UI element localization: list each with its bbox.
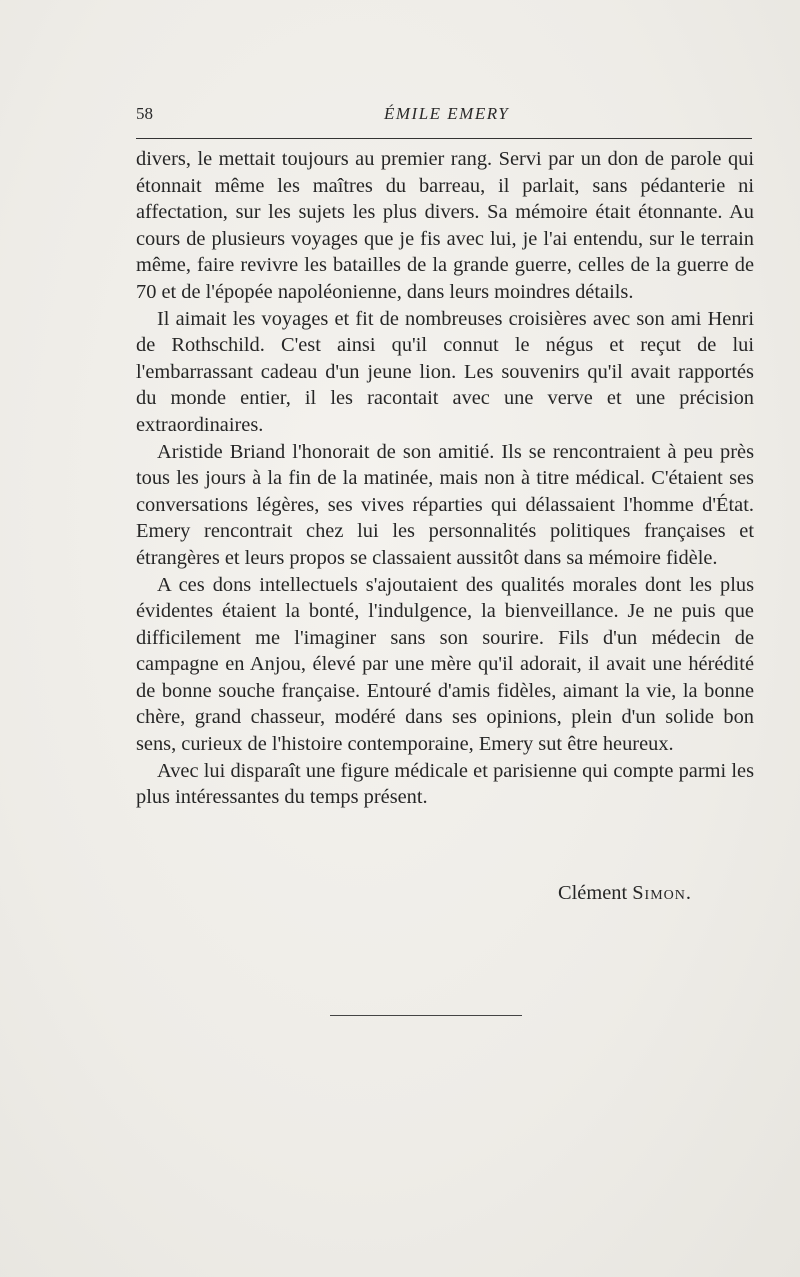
paragraph-1: divers, le mettait toujours au premier rang. Servi par un don de parole qui étonnait même les maîtres du barreau, il parlait, sans pédanterie ni affectation, sur les sujets les plus divers. Sa mémoire était étonnante. Au cours de plusieurs voyages que je fis avec lui, je l'ai entendu, sur le terrain même, faire revivre les batailles de la grande guerre, celles de la guerre de 70 et de l'épopée napoléonienne, dans leurs moindres détails. bbox=[136, 148, 754, 303]
running-head-title: ÉMILE EMERY bbox=[384, 104, 510, 123]
end-divider bbox=[330, 1015, 522, 1016]
paragraph-3: Aristide Briand l'honorait de son amitié. Ils se rencontraient à peu près tous les jours à la fin de la matinée, mais non à titre médical. C'étaient ses conversations légères, ses vives réparties qui délassaient l'homme d'État. Emery rencontrait chez lui les personnalités politiques françaises et étrangères et leurs propos se classaient aussitôt dans sa mémoire fidèle. bbox=[136, 440, 754, 569]
author-signature bbox=[558, 882, 692, 905]
paragraph-2: Il aimait les voyages et fit de nombreuses croisières avec son ami Henri de Rothschild. C'est ainsi qu'il connut le négus et reçut de lui l'embarrassant cadeau d'un jeune lion. Les souvenirs qu'il avait rapportés du monde entier, il les racontait avec une verve et une précision extraordinaires. bbox=[136, 307, 754, 436]
paragraph-4: A ces dons intellectuels s'ajoutaient des qualités morales dont les plus évidentes étaient la bonté, l'indulgence, la bienveillance. Je ne puis que difficilement me l'imaginer sans son sourire. Fils d'un médecin de campagne en Anjou, élevé par une mère qu'il adorait, il avait une hérédité de bonne souche française. Entouré d'amis fidèles, aimant la vie, la bonne chère, grand chasseur, modéré dans ses opinions, plein d'un solide bon sens, curieux de l'histoire contemporaine, Emery sut être heureux. bbox=[136, 573, 754, 756]
signature-first-name: Clément bbox=[558, 882, 628, 904]
signature-last-name: Simon. bbox=[632, 882, 692, 904]
page-header bbox=[136, 100, 752, 130]
header-divider bbox=[136, 138, 752, 139]
article-body bbox=[136, 146, 754, 811]
page-number: 58 bbox=[136, 104, 153, 123]
paragraph-5: Avec lui disparaît une figure médicale et parisienne qui compte parmi les plus intéressantes du temps présent. bbox=[136, 759, 754, 809]
